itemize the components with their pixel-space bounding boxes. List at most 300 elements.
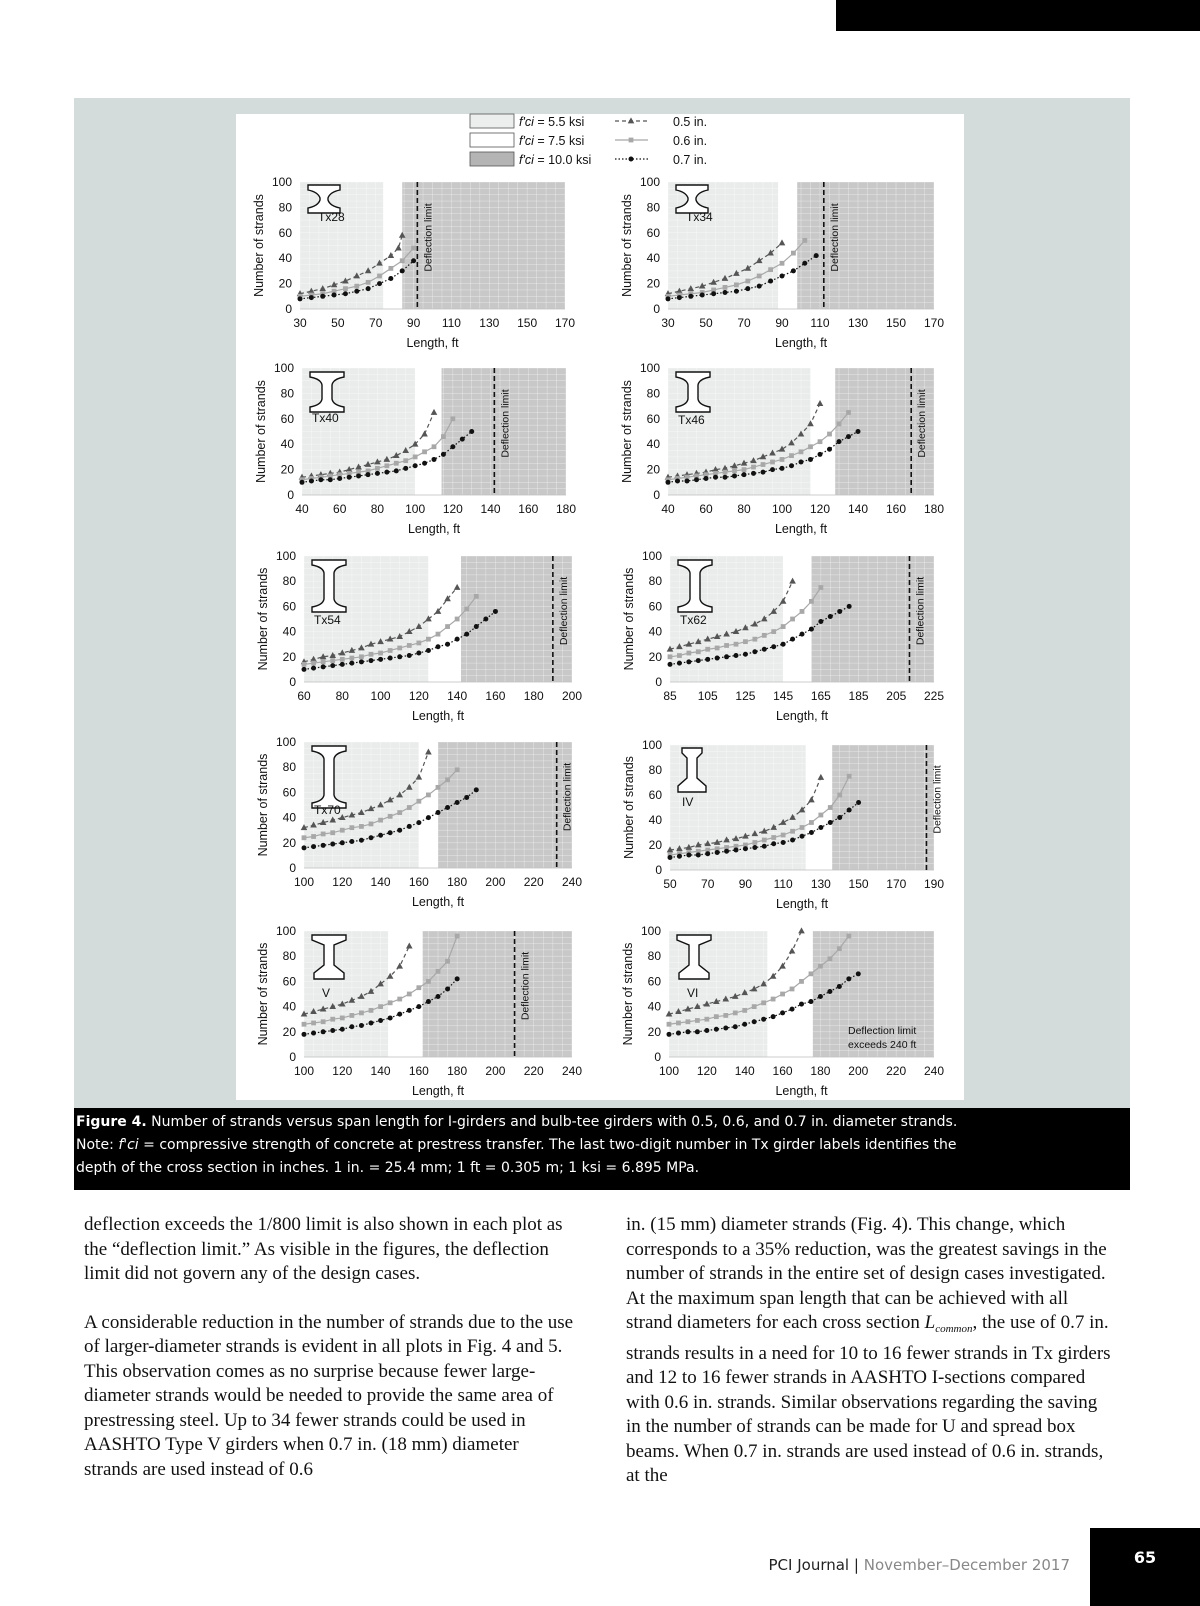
figure-caption [74,1108,1130,1190]
data-point [762,844,767,849]
data-point [743,846,748,851]
data-point [416,985,421,990]
legend-fci-swatch [470,152,514,166]
data-point [441,452,446,457]
data-point [790,1007,795,1012]
data-point [464,607,469,612]
data-point [416,1004,421,1009]
data-point [809,599,814,604]
x-tick-label: 180 [523,689,544,703]
data-point [696,649,701,654]
data-point [445,642,450,647]
data-point [302,667,307,672]
data-point [426,999,431,1004]
data-point [450,444,455,449]
data-point [715,646,720,651]
data-point [394,468,399,473]
data-point [846,434,851,439]
legend-series-label: 0.5 in. [673,115,708,129]
data-point [302,1022,307,1027]
data-point [837,609,842,614]
y-tick-label: 20 [646,276,660,291]
deflection-limit-label: Deflection limit [519,951,532,1021]
data-point [802,261,807,266]
x-axis-label: Length, ft [775,709,829,723]
data-point [704,1028,709,1033]
data-point [789,463,794,468]
data-point [416,651,421,656]
data-point [724,654,729,659]
x-tick-label: 70 [737,316,751,330]
data-point [751,465,756,470]
y-tick-label: 100 [641,738,662,752]
y-tick-label: 80 [646,386,660,401]
x-tick-label: 120 [696,1064,717,1078]
caption-text-1: Number of strands versus span length for I-girders and bulb-tee girders with 0.5, 0.6, and 0.7 in. diameter strands. [151,1114,958,1130]
x-tick-label: 120 [809,502,831,516]
footer-journal [700,1556,1070,1574]
y-tick-label: 100 [640,924,661,938]
y-tick-label: 80 [648,574,662,589]
data-point [704,476,709,481]
y-tick-label: 0 [655,863,662,877]
data-point [846,976,851,981]
x-tick-label: 160 [408,1064,429,1078]
x-tick-label: 110 [773,877,793,891]
x-tick-label: 240 [561,1064,583,1078]
y-tick-label: 40 [278,251,292,266]
chart-tx70 [256,735,582,909]
data-point [400,268,405,273]
data-point [340,657,345,662]
x-tick-label: 160 [772,1064,793,1078]
issue-date: November–December 2017 [863,1556,1070,1574]
y-tick-label: 0 [289,675,296,689]
data-point [397,1012,402,1017]
data-point [321,664,326,669]
x-tick-label: 150 [848,877,869,891]
x-axis-label: Length, ft [411,709,465,723]
y-tick-label: 100 [639,175,660,189]
data-point [846,410,851,415]
x-tick-label: 160 [885,502,907,516]
x-tick-label: 140 [734,1064,755,1078]
y-axis-label: Number of strands [252,194,266,297]
data-point [790,617,795,622]
y-tick-label: 20 [646,462,660,477]
y-tick-label: 80 [646,200,660,215]
data-point [752,1004,757,1009]
chart-v [256,924,582,1098]
x-tick-label: 170 [554,316,576,330]
data-point [321,659,326,664]
data-point [715,850,720,855]
data-point [808,444,813,449]
data-point [685,1029,690,1034]
y-tick-label: 60 [647,974,661,989]
data-point [734,289,739,294]
x-tick-label: 70 [701,877,715,891]
data-point [411,246,416,251]
y-tick-label: 40 [648,624,662,639]
x-tick-label: 110 [810,316,830,330]
data-point [781,624,786,629]
data-point [732,473,737,478]
data-point [311,834,316,839]
data-point [734,848,739,853]
y-tick-label: 80 [648,763,662,777]
x-tick-label: 200 [485,875,506,889]
data-point [388,656,393,661]
data-point [320,294,325,299]
y-tick-label: 60 [278,225,292,240]
data-point [359,838,364,843]
body-paragraph: A considerable reduction in the number of strands due to the use of larger-diameter strands is evident in all plots in Fig. 4 and 5. This observation comes as no surprise because fewer large-diameter strands would be needed to provide the same area of prestressing steel. Up to 34 fewer strands could be used in AASHTO Type V girders when 0.7 in. (18 mm) diameter strands are used instead of 0.6 [84,1311,574,1480]
data-point [455,637,460,642]
data-point [369,835,374,840]
data-point [426,637,431,642]
data-point [686,659,691,664]
data-point [800,609,805,614]
y-axis-label: Number of strands [254,380,268,483]
data-point [407,824,412,829]
data-point [809,820,814,825]
data-point [378,651,383,656]
data-point [455,976,460,981]
data-point [311,844,316,849]
y-tick-label: 100 [271,175,292,189]
legend-series-label: 0.7 in. [673,153,708,167]
data-point [397,654,402,659]
x-axis-label: Length, ft [407,522,461,536]
y-tick-label: 20 [647,1024,661,1039]
data-point [302,835,307,840]
x-tick-label: 145 [773,689,794,703]
y-tick-label: 80 [280,386,294,401]
data-point [330,658,335,663]
data-point [847,808,852,813]
data-point [734,653,739,658]
y-axis-label: Number of strands [256,567,270,671]
caption-text-3: depth of the cross section in inches. 1 in. = 25.4 mm; 1 ft = 0.305 m; 1 ksi = 6.895 MPa. [76,1160,700,1176]
data-point [780,1010,785,1015]
data-point [493,609,498,614]
x-axis-label: Length, ft [411,895,465,909]
data-point [340,1027,345,1032]
data-point [827,447,832,452]
y-tick-label: 80 [282,760,296,775]
chart-tx46 [620,361,944,536]
x-axis-label: Length, ft [774,522,828,536]
x-tick-label: 120 [442,502,463,516]
data-point [762,838,767,843]
data-point [828,614,833,619]
chart-tx40 [254,361,576,536]
data-point [378,1004,383,1009]
data-point [455,934,460,939]
data-point [328,477,333,482]
y-axis-label: Number of strands [256,942,270,1046]
y-tick-label: 60 [282,599,296,614]
data-point [802,238,807,243]
legend-series-marker [629,138,634,143]
y-tick-label: 20 [280,462,294,477]
legend-fci-label: f'ci = 7.5 ksi [519,134,585,148]
legend-fci-swatch [470,114,514,128]
data-point [711,291,716,296]
x-tick-label: 150 [517,316,538,330]
data-point [668,654,673,659]
data-point [734,282,739,287]
data-point [436,969,441,974]
data-point [771,835,776,840]
data-point [388,1000,393,1005]
data-point [780,261,785,266]
y-tick-label: 0 [655,675,662,689]
data-point [474,624,479,629]
data-point [847,604,852,609]
data-point [369,1020,374,1025]
data-point [330,830,335,835]
data-point [818,452,823,457]
data-point [827,989,832,994]
data-point [445,624,450,629]
data-point [356,473,361,478]
data-point [696,853,701,858]
data-point [375,471,380,476]
data-point [436,785,441,790]
data-point [781,833,786,838]
caption-label: Figure 4. [76,1114,147,1130]
data-point [394,461,399,466]
data-point [445,959,450,964]
data-point [798,927,805,933]
chart-iv [622,738,944,911]
y-tick-label: 0 [285,302,292,316]
data-point [757,284,762,289]
girder-label: Tx62 [680,613,707,627]
data-point [474,787,479,792]
data-point [790,829,795,834]
data-point [349,1013,354,1018]
footer-separator: | [853,1556,859,1574]
x-tick-label: 85 [663,689,677,703]
data-point [436,644,441,649]
x-tick-label: 105 [697,689,718,703]
data-point [742,472,747,477]
data-point [426,648,431,653]
y-tick-label: 100 [273,361,294,375]
data-point [837,984,842,989]
data-point [413,463,418,468]
y-tick-label: 60 [282,974,296,989]
data-point [800,834,805,839]
x-tick-label: 50 [663,877,677,891]
data-point [366,286,371,291]
deflection-limit-label: Deflection limit [914,576,927,646]
data-point [388,276,393,281]
deflection-limit-label: Deflection limit [828,203,841,272]
data-point [302,845,307,850]
x-tick-label: 80 [370,502,385,516]
x-tick-label: 220 [886,1064,907,1078]
data-point [432,457,437,462]
x-tick-label: 220 [523,875,544,889]
x-tick-label: 50 [699,316,713,330]
x-tick-label: 50 [331,316,345,330]
data-point [856,429,861,434]
data-point [723,285,728,290]
x-tick-label: 240 [561,875,583,889]
data-point [332,293,337,298]
deflection-limit-label: Deflection limit [931,765,944,834]
data-point [426,979,431,984]
data-point [761,462,766,467]
data-point [384,470,389,475]
x-tick-label: 30 [661,316,675,330]
data-point [770,467,775,472]
data-point [818,964,823,969]
data-point [780,466,785,471]
deflection-limit-label: Deflection limit [422,203,435,272]
data-point [377,274,382,279]
data-point [771,997,776,1002]
data-point [790,637,795,642]
y-tick-label: 60 [646,411,660,426]
y-tick-label: 100 [639,361,660,375]
data-point [359,1023,364,1028]
x-tick-label: 240 [923,1064,945,1078]
data-point [667,1022,672,1027]
data-point [416,641,421,646]
x-tick-label: 100 [771,502,793,516]
x-axis-label: Length, ft [406,336,459,350]
data-point [752,845,757,850]
x-tick-label: 100 [370,689,391,703]
chart-tx34 [620,175,944,350]
data-point [837,421,842,426]
y-axis-label: Number of strands [620,380,634,483]
x-tick-label: 180 [447,875,468,889]
y-tick-label: 60 [648,599,662,614]
x-tick-label: 160 [485,689,506,703]
data-point [743,639,748,644]
data-point [745,279,750,284]
data-point [761,1017,766,1022]
deflection-limit-label: Deflection limit [916,389,929,458]
data-point [354,284,359,289]
data-point [814,253,819,258]
data-point [752,637,757,642]
y-tick-label: 40 [282,810,296,825]
y-tick-label: 100 [275,924,296,938]
data-point [685,479,690,484]
data-point [856,971,861,976]
x-tick-label: 130 [479,316,500,330]
data-point [781,642,786,647]
y-tick-label: 40 [282,624,296,639]
data-point [366,472,371,477]
body-paragraph: deflection exceeds the 1/800 limit is also shown in each plot as the “deflection limit.” As visible in the figures, the deflection limit did not govern any of the design cases. [84,1214,563,1284]
data-point [743,652,748,657]
x-tick-label: 180 [923,502,945,516]
data-point [723,290,728,295]
data-point [723,475,728,480]
y-tick-label: 100 [641,549,662,563]
data-point [714,1014,719,1019]
x-tick-label: 30 [293,316,307,330]
data-point [407,805,412,810]
y-tick-label: 0 [653,302,660,316]
data-point [330,663,335,668]
data-point [676,1021,681,1026]
girder-label: IV [682,795,694,809]
data-point [455,767,460,772]
data-point [733,1011,738,1016]
data-point [745,286,750,291]
data-point [416,820,421,825]
data-point [422,461,427,466]
data-point [761,470,766,475]
data-point [321,832,326,837]
data-point [856,800,861,805]
data-point [780,457,785,462]
data-point [799,459,804,464]
data-point [837,439,842,444]
data-point [311,1021,316,1026]
data-point [330,1028,335,1033]
x-tick-label: 120 [408,689,429,703]
data-point [666,296,671,301]
girder-label: Tx40 [312,411,339,425]
data-point [688,294,693,299]
data-point [780,273,785,278]
x-tick-label: 205 [886,689,907,703]
body-text: in. (15 mm) diameter strands (Fig. 4). This change, which corresponds to a 35% reduction, was the greatest savings in the number of strands in the entire set of design cases investigated. At the maximum span length that can be achieved with all strand diameters for each cross section [626,1214,1107,1333]
data-point [809,627,814,632]
data-point [366,280,371,285]
data-point [359,1011,364,1016]
girder-label: Tx28 [318,210,345,224]
data-point [330,842,335,847]
data-point [768,279,773,284]
data-point [349,661,354,666]
data-point [302,1032,307,1037]
data-point [677,295,682,300]
data-point [460,437,465,442]
y-tick-label: 20 [282,835,296,850]
data-point [723,1026,728,1031]
x-tick-label: 90 [775,316,789,330]
y-tick-label: 0 [287,488,294,502]
data-point [734,642,739,647]
data-point [407,643,412,648]
data-point [762,633,767,638]
girder-label: Tx54 [314,613,341,627]
y-axis-label: Number of strands [622,567,636,671]
caption-text-2: = compressive strength of concrete at prestress transfer. The last two-digit number in Tx girder labels identifies the [143,1137,957,1153]
data-point [330,1017,335,1022]
data-point [818,439,823,444]
x-tick-label: 60 [699,502,713,516]
x-tick-label: 160 [408,875,429,889]
data-point [375,466,380,471]
legend-fci-label: f'ci = 5.5 ksi [519,115,585,129]
data-point [321,843,326,848]
data-point [846,934,851,939]
data-point [705,657,710,662]
data-point [837,815,842,820]
